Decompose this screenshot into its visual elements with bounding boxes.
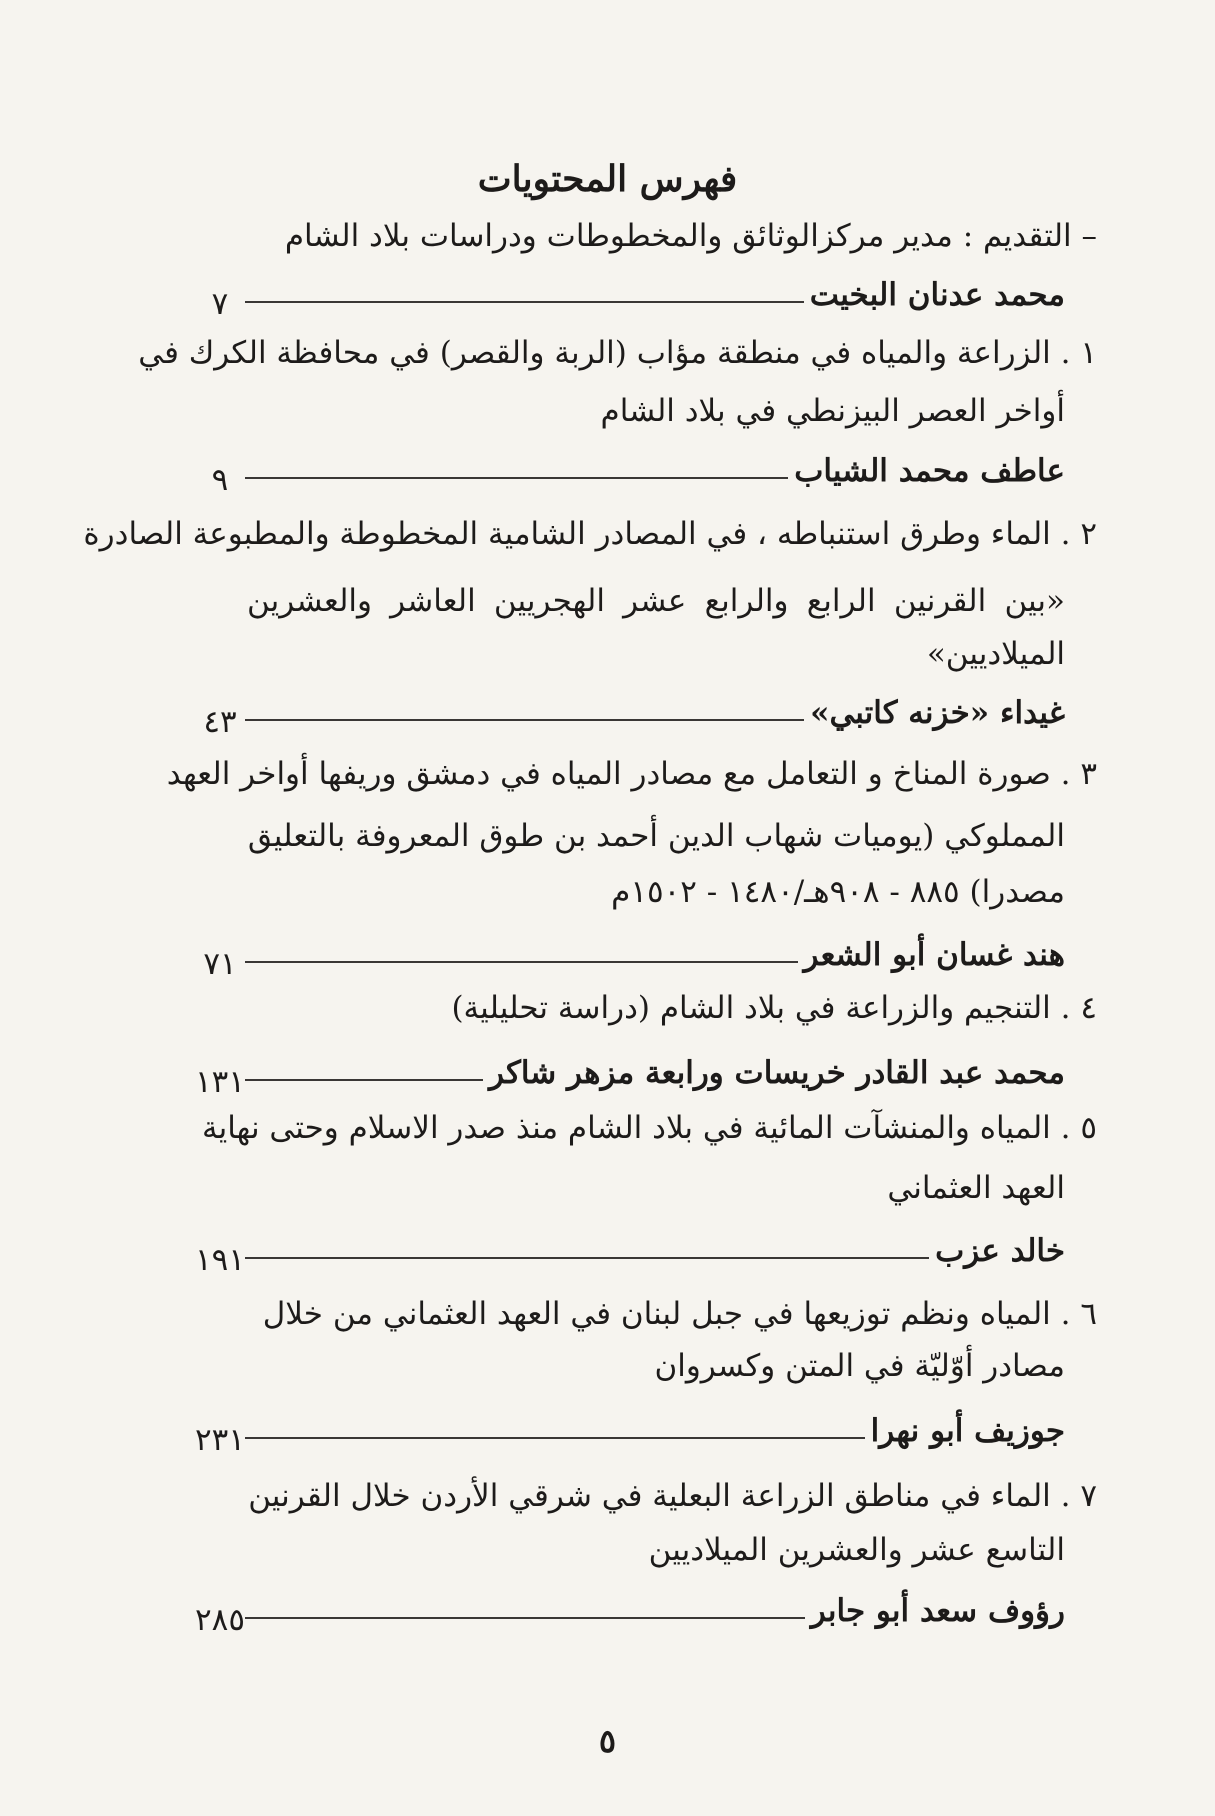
entry-7-line-1: ٧ . الماء في مناطق الزراعة البعلية في شرقي الأردن خلال القرنين bbox=[248, 1478, 1097, 1514]
page-title: فهرس المحتويات bbox=[477, 158, 738, 200]
entry-3-line-2: المملوكي (يوميات شهاب الدين أحمد بن طوق المعروفة بالتعليق bbox=[247, 818, 1065, 854]
folio-page-number: ٥ bbox=[598, 1722, 617, 1760]
leader-rule bbox=[245, 1617, 805, 1619]
leader-rule bbox=[245, 961, 798, 963]
entry-2-line-1: ٢ . الماء وطرق استنباطه ، في المصادر الشامية المخطوطة والمطبوعة الصادرة bbox=[83, 516, 1097, 552]
intro-author-row bbox=[245, 272, 1065, 318]
entry-1-line-2: أواخر العصر البيزنطي في بلاد الشام bbox=[600, 393, 1065, 429]
entry-5-author-row bbox=[245, 1228, 1065, 1274]
intro-line: – التقديم : مدير مركزالوثائق والمخطوطات ودراسات بلاد الشام bbox=[284, 218, 1097, 254]
page-number: ٧ bbox=[211, 286, 229, 322]
entry-7-author-row bbox=[245, 1588, 1065, 1634]
page-number: ٩ bbox=[211, 462, 229, 498]
entry-4-author-row bbox=[245, 1050, 1065, 1096]
leader-rule bbox=[245, 1079, 483, 1081]
author-name: هند غسان أبو الشعر bbox=[803, 937, 1065, 973]
author-name: خالد عزب bbox=[935, 1233, 1065, 1269]
page-number: ١٣١ bbox=[195, 1064, 245, 1100]
leader-rule bbox=[245, 1437, 865, 1439]
entry-2-line-2: «بين القرنين الرابع والرابع عشر الهجريين العاشر والعشرين bbox=[247, 583, 1065, 619]
author-name: غيداء «خزنه كاتبي» bbox=[810, 695, 1065, 731]
leader-rule bbox=[245, 719, 804, 721]
leader-rule bbox=[245, 301, 804, 303]
entry-5-line-2: العهد العثماني bbox=[887, 1170, 1065, 1206]
page-number: ٤٣ bbox=[203, 704, 237, 740]
entry-3-line-1: ٣ . صورة المناخ و التعامل مع مصادر المياه في دمشق وريفها أواخر العهد bbox=[166, 756, 1097, 792]
page-number: ٢٣١ bbox=[195, 1422, 245, 1458]
leader-rule bbox=[245, 1257, 929, 1259]
page-number: ١٩١ bbox=[195, 1242, 245, 1278]
author-name: جوزيف أبو نهرا bbox=[870, 1413, 1065, 1449]
author-name: رؤوف سعد أبو جابر bbox=[810, 1593, 1065, 1629]
entry-7-line-2: التاسع عشر والعشرين الميلاديين bbox=[648, 1532, 1065, 1568]
page-number: ٢٨٥ bbox=[195, 1602, 245, 1638]
entry-1-line-1: ١ . الزراعة والمياه في منطقة مؤاب (الربة والقصر) في محافظة الكرك في bbox=[138, 335, 1097, 371]
entry-3-line-3: مصدرا) ٨٨٥ - ٩٠٨هـ/١٤٨٠ - ١٥٠٢م bbox=[611, 874, 1065, 910]
page-number: ٧١ bbox=[203, 946, 237, 982]
leader-rule bbox=[245, 477, 788, 479]
entry-1-author-row bbox=[245, 448, 1065, 494]
author-name: محمد عبد القادر خريسات ورابعة مزهر شاكر bbox=[488, 1055, 1065, 1091]
entry-5-line-1: ٥ . المياه والمنشآت المائية في بلاد الشام منذ صدر الاسلام وحتى نهاية bbox=[201, 1110, 1097, 1146]
entry-2-author-row bbox=[245, 690, 1065, 736]
entry-3-author-row bbox=[245, 932, 1065, 978]
entry-6-author-row bbox=[245, 1408, 1065, 1454]
author-name: عاطف محمد الشياب bbox=[794, 453, 1065, 489]
entry-2-line-3: الميلاديين» bbox=[926, 636, 1065, 672]
entry-6-line-1: ٦ . المياه ونظم توزيعها في جبل لبنان في العهد العثماني من خلال bbox=[262, 1296, 1097, 1332]
entry-6-line-2: مصادر أوّليّة في المتن وكسروان bbox=[654, 1348, 1065, 1384]
author-name: محمد عدنان البخيت bbox=[809, 277, 1065, 313]
entry-4-line-1: ٤ . التنجيم والزراعة في بلاد الشام (دراسة تحليلية) bbox=[451, 990, 1097, 1026]
